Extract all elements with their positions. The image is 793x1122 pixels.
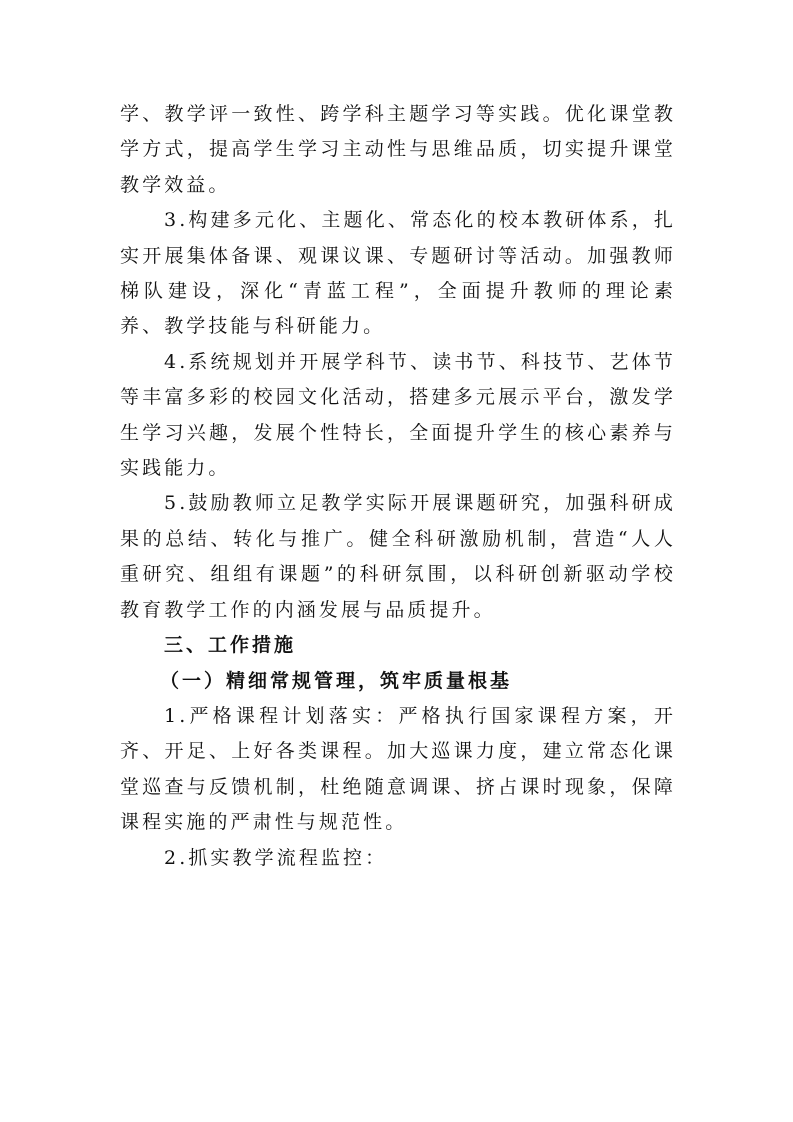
section-heading: 三、工作措施	[164, 634, 297, 657]
document-body	[120, 97, 676, 876]
paragraph-item-4: 4.系统规划并开展学科节、读书节、科技节、艺体节等丰富多彩的校园文化活动，搭建多元展示平台，激发学生学习兴趣，发展个性特长，全面提升学生的核心素养与实践能力。	[120, 350, 676, 480]
paragraph-item-3: 3.构建多元化、主题化、常态化的校本教研体系，扎实开展集体备课、观课议课、专题研讨等活动。加强教师梯队建设，深化“青蓝工程”，全面提升教师的理论素养、教学技能与科研能力。	[120, 209, 676, 338]
subsection-heading: （一）精细常规管理，筑牢质量根基	[160, 669, 513, 692]
measure-item-2: 2.抓实教学流程监控：	[164, 846, 388, 869]
paragraph-continuation: 学、教学评一致性、跨学科主题学习等实践。优化课堂教学方式，提高学生学习主动性与思维品质，切实提升课堂教学效益。	[120, 103, 676, 196]
paragraph-item-5: 5.鼓励教师立足教学实际开展课题研究，加强科研成果的总结、转化与推广。健全科研激励机制，营造“人人重研究、组组有课题”的科研氛围，以科研创新驱动学校教育教学工作的内涵发展与品质提升。	[120, 492, 676, 621]
measure-item-1: 1.严格课程计划落实：严格执行国家课程方案，开齐、开足、上好各类课程。加大巡课力度，建立常态化课堂巡查与反馈机制，杜绝随意调课、挤占课时现象，保障课程实施的严肃性与规范性。	[120, 704, 676, 834]
